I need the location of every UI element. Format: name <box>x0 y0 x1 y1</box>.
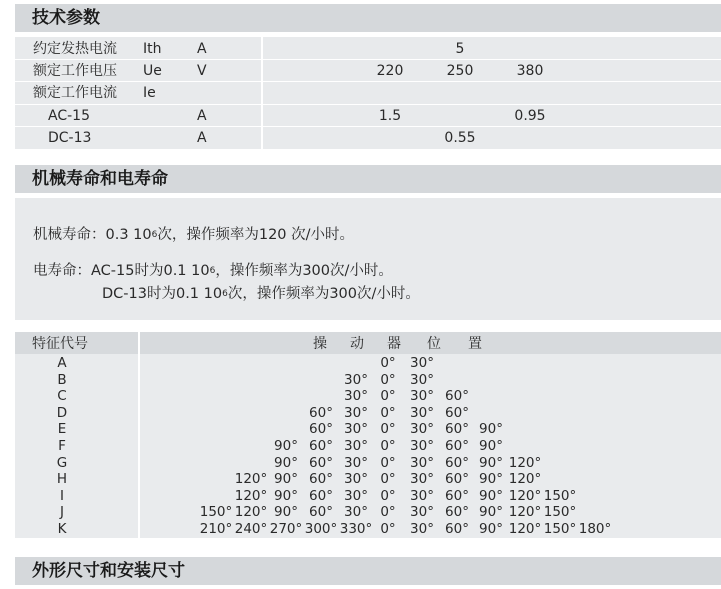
position-angle: 60° <box>445 438 469 454</box>
position-angle: 0° <box>380 504 396 521</box>
position-angle: 60° <box>309 504 333 521</box>
position-angle: 60° <box>445 521 469 537</box>
position-angle: 30° <box>410 487 434 504</box>
param-unit: V <box>197 63 207 79</box>
row-code: K <box>57 521 67 537</box>
row-code: E <box>57 421 67 438</box>
param-name: 约定发热电流 <box>33 41 117 57</box>
position-angle: 0° <box>380 421 396 438</box>
position-angle: 60° <box>445 388 469 405</box>
position-angle: 0° <box>380 404 396 421</box>
tech-table-divider <box>261 37 263 149</box>
param-name: AC-15 <box>48 108 90 124</box>
position-angle: 60° <box>445 404 469 421</box>
param-value: 250 <box>446 63 474 79</box>
position-angle: 60° <box>309 471 333 488</box>
param-symbol: Ith <box>143 41 162 57</box>
electrical-life-dc-text: DC-13时为0.1 $10^6$次，操作频率为300次/小时。 <box>102 286 420 302</box>
param-name: DC-13 <box>48 130 92 146</box>
param-value: 5 <box>455 41 465 57</box>
tech-params-table <box>15 37 721 149</box>
param-name: 额定工作电流 <box>33 85 117 101</box>
position-angle: 120° <box>508 521 542 537</box>
position-angle: 30° <box>410 355 434 371</box>
position-angle: 60° <box>445 471 469 488</box>
position-angle: 60° <box>445 421 469 438</box>
position-angle: 30° <box>344 471 368 488</box>
row-code: B <box>57 371 67 388</box>
position-angle: 60° <box>309 487 333 504</box>
section-header-tech-params <box>15 4 721 32</box>
row-code: G <box>56 454 68 471</box>
position-angle: 30° <box>344 504 368 521</box>
header-position-char: 位 <box>427 336 441 352</box>
param-value: 1.5 <box>378 108 402 124</box>
position-angle: 120° <box>508 454 542 471</box>
header-position-char: 操 <box>313 336 327 352</box>
position-angle: 0° <box>380 355 396 371</box>
position-angle: 210° <box>199 521 233 537</box>
position-angle: 0° <box>380 438 396 454</box>
position-angle: 30° <box>410 421 434 438</box>
position-angle: 60° <box>445 504 469 521</box>
position-angle: 60° <box>309 421 333 438</box>
row-code: A <box>57 355 67 371</box>
position-angle: 120° <box>234 471 268 488</box>
param-unit: A <box>197 41 207 57</box>
row-code: H <box>56 471 68 488</box>
position-angle: 30° <box>410 438 434 454</box>
position-angle: 30° <box>410 471 434 488</box>
position-angle: 30° <box>410 454 434 471</box>
header-code: 特征代号 <box>32 336 88 352</box>
position-angle: 90° <box>479 521 503 537</box>
position-angle: 0° <box>380 487 396 504</box>
position-angle: 300° <box>304 521 338 537</box>
position-angle: 30° <box>344 388 368 405</box>
section-title-life: 机械寿命和电寿命 <box>32 169 168 189</box>
position-angle: 120° <box>234 504 268 521</box>
position-angle: 270° <box>269 521 303 537</box>
position-angle: 0° <box>380 521 396 537</box>
position-angle: 90° <box>274 471 298 488</box>
position-table-divider <box>138 332 140 538</box>
section-title-dimensions: 外形尺寸和安装尺寸 <box>32 561 185 581</box>
position-angle: 150° <box>543 521 577 537</box>
param-value: 220 <box>376 63 404 79</box>
row-code: D <box>56 404 68 421</box>
position-angle: 30° <box>344 404 368 421</box>
position-angle: 330° <box>339 521 373 537</box>
position-angle: 90° <box>479 421 503 438</box>
row-code: I <box>60 487 64 504</box>
param-value: 0.95 <box>514 108 546 124</box>
position-angle: 0° <box>380 454 396 471</box>
header-position-char: 动 <box>350 336 364 352</box>
position-angle: 90° <box>479 504 503 521</box>
position-angle: 30° <box>410 504 434 521</box>
position-angle: 60° <box>309 438 333 454</box>
section-title-tech-params: 技术参数 <box>32 8 100 28</box>
position-angle: 90° <box>479 487 503 504</box>
position-angle: 30° <box>410 388 434 405</box>
mechanical-life-text: 机械寿命：0.3 $10^6$次，操作频率为120 次/小时。 <box>33 227 355 243</box>
param-name: 额定工作电压 <box>33 63 117 79</box>
position-angle: 30° <box>344 371 368 388</box>
row-code: F <box>58 438 66 454</box>
position-angle: 120° <box>508 504 542 521</box>
header-position-char: 置 <box>468 336 482 352</box>
position-angle: 150° <box>543 487 577 504</box>
position-angle: 0° <box>380 371 396 388</box>
position-angle: 30° <box>344 454 368 471</box>
position-angle: 60° <box>309 454 333 471</box>
position-angle: 90° <box>479 454 503 471</box>
position-angle: 150° <box>199 504 233 521</box>
position-angle: 0° <box>380 388 396 405</box>
position-angle: 90° <box>274 454 298 471</box>
position-angle: 0° <box>380 471 396 488</box>
position-angle: 90° <box>274 487 298 504</box>
param-value: 380 <box>516 63 544 79</box>
row-code: C <box>57 388 67 405</box>
param-symbol: Ie <box>143 85 156 101</box>
position-angle: 120° <box>234 487 268 504</box>
position-angle: 240° <box>234 521 268 537</box>
param-unit: A <box>197 130 207 146</box>
position-angle: 30° <box>344 421 368 438</box>
position-table-header-bg <box>15 332 721 354</box>
param-unit: A <box>197 108 207 124</box>
position-angle: 60° <box>309 404 333 421</box>
position-angle: 30° <box>344 487 368 504</box>
position-angle: 90° <box>274 438 298 454</box>
electrical-life-ac-text: 电寿命：AC-15时为0.1 $10^6$，操作频率为300次/小时。 <box>33 263 393 279</box>
position-angle: 30° <box>410 521 434 537</box>
position-angle: 60° <box>445 454 469 471</box>
position-angle: 30° <box>344 438 368 454</box>
position-angle: 60° <box>445 487 469 504</box>
position-angle: 30° <box>410 404 434 421</box>
position-angle: 90° <box>479 471 503 488</box>
param-symbol: Ue <box>143 63 162 79</box>
position-angle: 90° <box>479 438 503 454</box>
position-angle: 180° <box>578 521 612 537</box>
header-position-char: 器 <box>387 336 401 352</box>
row-code: J <box>60 504 64 521</box>
position-angle: 150° <box>543 504 577 521</box>
position-angle: 120° <box>508 471 542 488</box>
position-angle: 90° <box>274 504 298 521</box>
position-angle: 30° <box>410 371 434 388</box>
param-value: 0.55 <box>444 130 476 146</box>
position-angle: 120° <box>508 487 542 504</box>
